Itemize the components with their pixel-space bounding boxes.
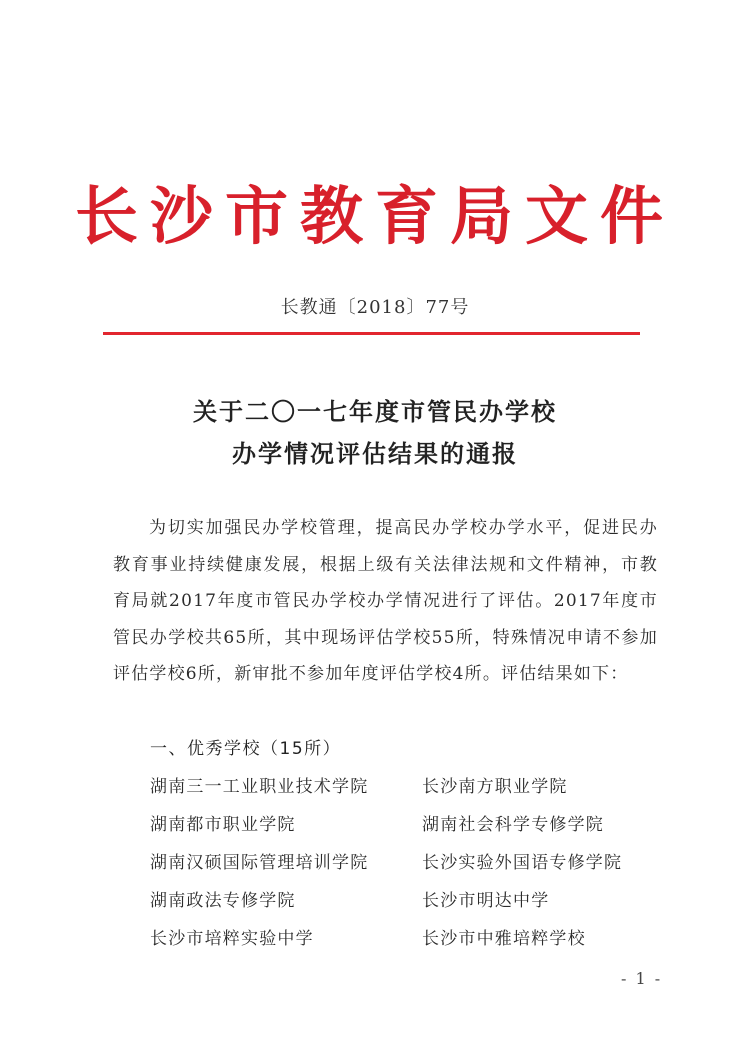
issuing-agency-header: 长沙市教育局文件	[75, 179, 675, 253]
school-list-item: 湖南政法专修学院	[150, 891, 296, 911]
school-list-item: 长沙市明达中学	[422, 891, 550, 911]
document-title-line-1: 关于二〇一七年度市管民办学校	[193, 398, 557, 426]
document-number: 长教通〔2018〕77号	[280, 297, 470, 318]
school-list-item: 长沙市培粹实验中学	[150, 929, 314, 949]
school-list-item: 长沙实验外国语专修学院	[422, 853, 623, 873]
school-list-item: 长沙南方职业学院	[422, 777, 568, 797]
document-title-line-2: 办学情况评估结果的通报	[232, 440, 518, 468]
school-list-item: 长沙市中雅培粹学校	[422, 929, 586, 949]
section-heading-excellent-schools: 一、优秀学校（15所）	[150, 739, 342, 759]
body-paragraph: 为切实加强民办学校管理，提高民办学校办学水平，促进民办教育事业持续健康发展，根据上级有关法律法规和文件精神，市教育局就2017年度市管民办学校办学情况进行了评估。2017年度市管民办学校共65所，其中现场评估学校55所，特殊情况申请不参加评估学校6所，新审批不参加年度评估学校4所。评估结果如下：	[113, 518, 658, 684]
school-list-item: 湖南都市职业学院	[150, 815, 296, 835]
school-list-item: 湖南三一工业职业技术学院	[150, 777, 369, 797]
school-list-item: 湖南汉硕国际管理培训学院	[150, 853, 369, 873]
school-list-item: 湖南社会科学专修学院	[422, 815, 604, 835]
page-number: - 1 -	[621, 969, 663, 988]
red-divider-line	[103, 332, 640, 335]
